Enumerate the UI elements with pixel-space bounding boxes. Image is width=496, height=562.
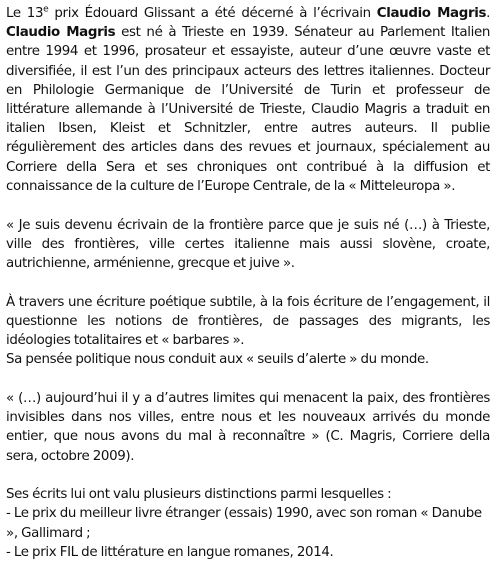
second-quote-paragraph: « (…) aujourd’hui il y a d’autres limites qui menacent la paix, des frontières invisibles dans nos villes, entre nous et les nouveaux arrivés du monde entier, que nous avons du mal à reconnaître » (C. Magris, Corriere della sera, octobre 2009). <box>6 390 490 464</box>
distinctions-heading: Ses écrits lui ont valu plusieurs distinctions parmi lesquelles : <box>6 487 392 503</box>
prize-intro-text-continued: prix Édouard Glissant a été décerné à l’écrivain <box>48 6 377 21</box>
ordinal-superscript: e <box>43 4 49 15</box>
author-quote-paragraph: « Je suis devenu écrivain de la frontière parce que je suis né (…) à Trieste, ville des frontières, ville certes italienne mais aussi slovène, croate, autrichienne, arménienne, grecque et juive ». <box>6 217 490 271</box>
biography-body-text: est né à Trieste en 1939. Sénateur au Parlement Italien entre 1994 et 1996, prosateur et essayiste, auteur d’une œuvre vaste et diversifiée, il est l’un des principaux acteurs des lettres italiennes. Docteur en Philologie Germanique de l’Université de Turin et professeur de littérature allemande à l’Université de Trieste, Claudio Magris a traduit en italien Ibsen, Kleist et Schnitzler, entre autres auteurs. Il publie régulièrement des articles dans des revues et journaux, spécialement au Corriere della Sera et ses chroniques ont contribué à la diffusion et connaissance de la culture de l’Europe Centrale, de la « Mitteleuropa ». <box>6 25 491 194</box>
prize-intro-text: Le 13 <box>6 6 44 21</box>
distinction-item: - Le prix FIL de littérature en langue romanes, 2014. <box>6 544 334 560</box>
author-name-bold-second: Claudio Magris <box>6 25 116 41</box>
author-name-bold: Claudio Magris <box>376 6 487 21</box>
writing-style-text: À travers une écriture poétique subtile, à la fois écriture de l’engagement, il questionne les notions de frontières, de passages des migrants, les idéologies totalitaires et « barbares ». <box>6 294 490 349</box>
biography-paragraph <box>6 4 490 196</box>
distinctions-section <box>6 485 490 562</box>
political-thought-text: Sa pensée politique nous conduit aux « seuils d’alerte » du monde. <box>6 352 429 368</box>
sentence-period: . <box>486 6 491 21</box>
distinction-item: - Le prix du meilleur livre étranger (essais) 1990, avec son roman « Danube », Gallimard ; <box>6 506 482 541</box>
writing-style-paragraph <box>6 293 490 370</box>
